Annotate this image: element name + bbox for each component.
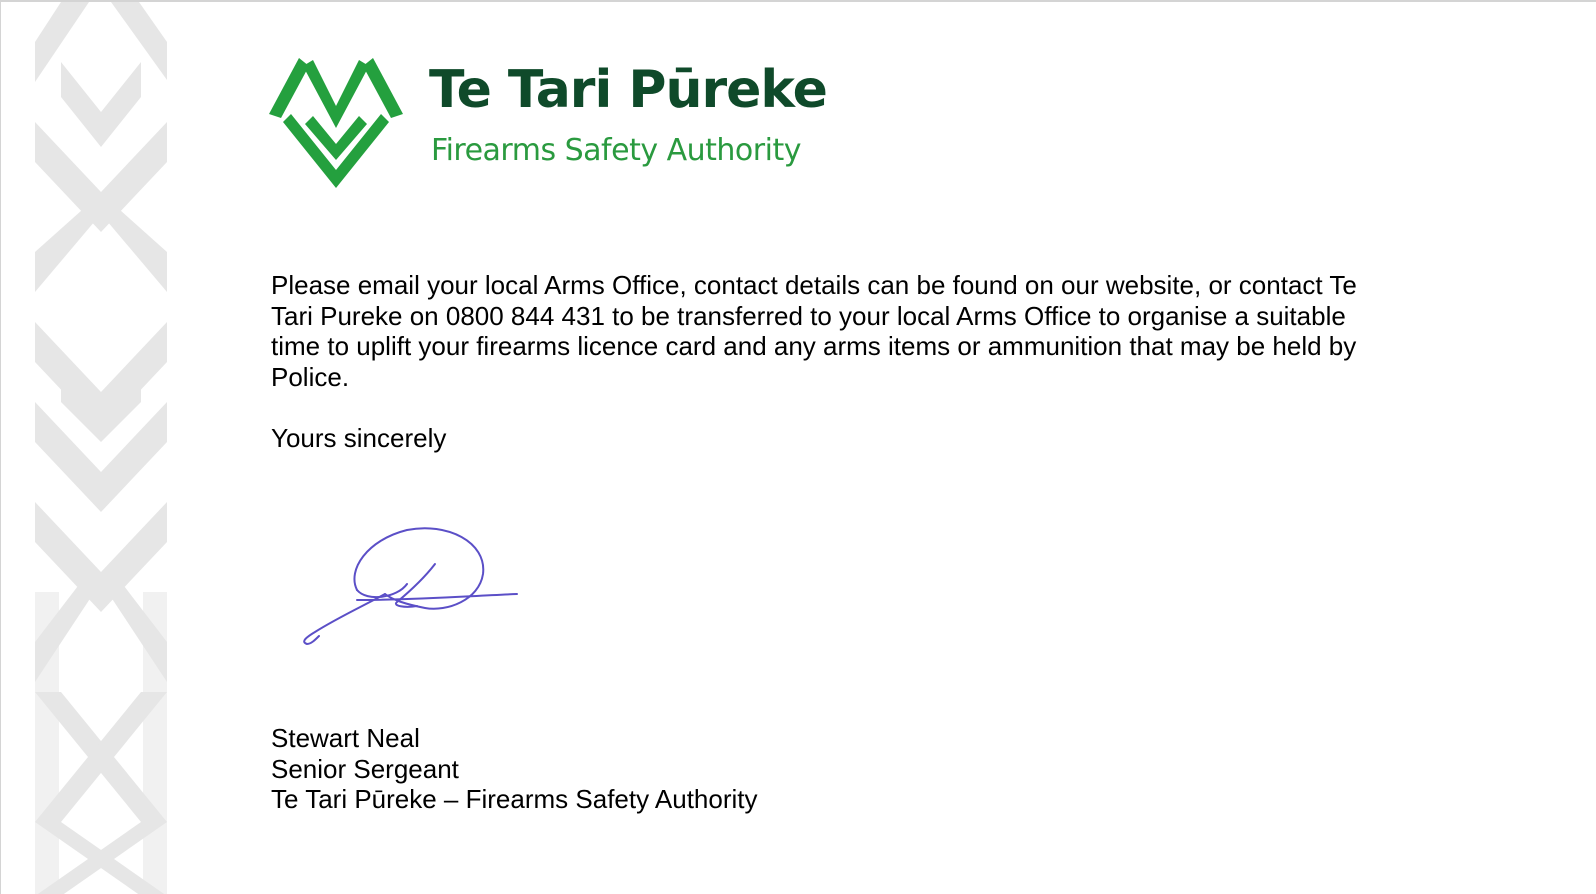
- signatory-organisation: Te Tari Pūreke – Firearms Safety Authority: [271, 784, 758, 814]
- signatory-title: Senior Sergeant: [271, 753, 459, 784]
- letter-body: Please email your local Arms Office, contact details can be found on our website, or contact Te Tari Pureke on 0800 844 431 to be transferred to your local Arms Office to organise a suitable time to uplift your firearms licence card and any arms items or ammunition that may be held by Police.: [271, 270, 1357, 392]
- logo-mark-icon: [269, 52, 403, 192]
- organisation-name: Te Tari Pūreke: [429, 60, 827, 120]
- signatory-name: Stewart Neal: [271, 723, 420, 753]
- organisation-subtitle: Firearms Safety Authority: [431, 133, 801, 168]
- signatory-block: [271, 723, 758, 815]
- handwritten-signature: [297, 522, 537, 652]
- letter-closing: Yours sincerely: [271, 423, 447, 453]
- side-pattern-decoration: [1, 2, 181, 894]
- organisation-logo: [269, 52, 869, 192]
